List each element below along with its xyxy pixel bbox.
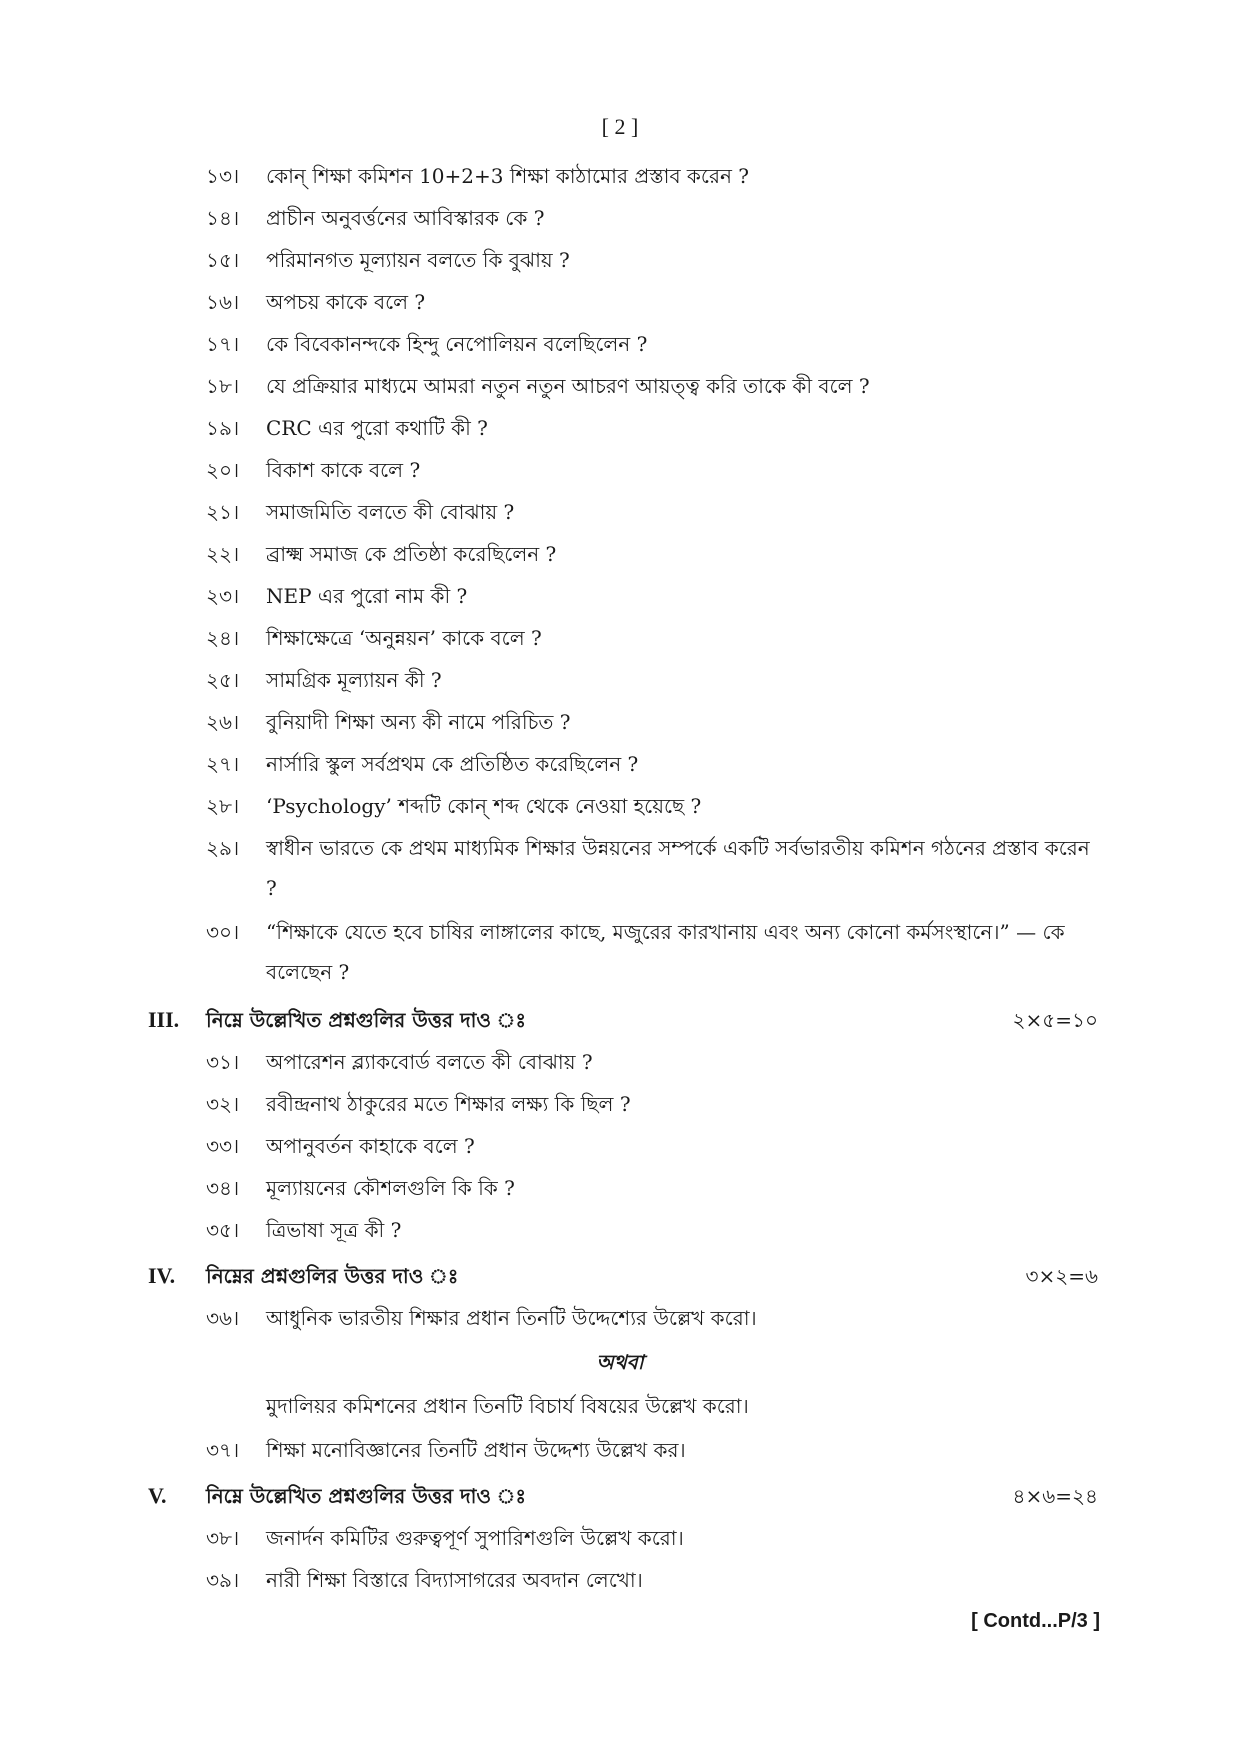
- question-number: ৩১।: [206, 1050, 240, 1074]
- question-text: নার্সারি স্কুল সর্বপ্রথম কে প্রতিষ্ঠিত করেছিলেন ?: [266, 752, 639, 776]
- question-text: মূল্যায়নের কৌশলগুলি কি কি ?: [266, 1176, 515, 1200]
- question-32: [206, 1084, 1106, 1124]
- question-34: [206, 1168, 1106, 1208]
- question-number: ২৫।: [206, 668, 240, 692]
- question-number: ৩৪।: [206, 1176, 240, 1200]
- question-number: ২৩।: [206, 584, 240, 608]
- page-number: [ 2 ]: [601, 114, 639, 139]
- question-text: প্রাচীন অনুবর্ত্তনের আবিস্কারক কে ?: [266, 206, 545, 230]
- question-15: [206, 240, 1106, 280]
- question-17: [206, 324, 1106, 364]
- question-text: জনার্দন কমিটির গুরুত্বপূর্ণ সুপারিশগুলি উল্লেখ করো।: [266, 1526, 684, 1550]
- section-title: নিম্নে উল্লেখিত প্রশ্নগুলির উত্তর দাও ঃ: [206, 1484, 527, 1508]
- question-number: ২৬।: [206, 710, 240, 734]
- question-20: [206, 450, 1106, 490]
- question-number: ৩৯।: [206, 1568, 240, 1592]
- section-marks: ২×৫=১০: [1012, 1008, 1098, 1032]
- question-number: ১৯।: [206, 416, 240, 440]
- question-text: আধুনিক ভারতীয় শিক্ষার প্রধান তিনটি উদ্দেশ্যের উল্লেখ করো।: [266, 1306, 757, 1330]
- section-title: নিম্নের প্রশ্নগুলির উত্তর দাও ঃ: [206, 1264, 459, 1288]
- question-27: [206, 744, 1106, 784]
- question-number: ৩০।: [206, 920, 240, 944]
- question-number: ১৮।: [206, 374, 240, 398]
- question-14: [206, 198, 1106, 238]
- question-number: ৩৮।: [206, 1526, 240, 1550]
- question-23: [206, 576, 1106, 616]
- question-33: [206, 1126, 1106, 1166]
- question-number: ৩৬।: [206, 1306, 240, 1330]
- question-number: ১৩।: [206, 164, 240, 188]
- section-marks: ৩×২=৬: [1025, 1264, 1098, 1288]
- question-31: [206, 1042, 1106, 1082]
- question-text: বুনিয়াদী শিক্ষা অন্য কী নামে পরিচিত ?: [266, 710, 571, 734]
- question-text: স্বাধীন ভারতে কে প্রথম মাধ্যমিক শিক্ষার উন্নয়নের সম্পর্কে একটি সর্বভারতীয় কমিশন গঠনের প্রস্তাব করেন ?: [266, 836, 1090, 900]
- question-16: [206, 282, 1106, 322]
- section-marks: ৪×৬=২৪: [1012, 1484, 1098, 1508]
- question-text: সমাজমিতি বলতে কী বোঝায় ?: [266, 500, 515, 524]
- question-text: সামগ্রিক মূল্যায়ন কী ?: [266, 668, 442, 692]
- question-26: [206, 702, 1106, 742]
- question-13: [206, 156, 1106, 196]
- question-22: [206, 534, 1106, 574]
- question-text: ত্রিভাষা সূত্র কী ?: [266, 1218, 402, 1242]
- question-24: [206, 618, 1106, 658]
- question-number: ২২।: [206, 542, 240, 566]
- question-text: অপচয় কাকে বলে ?: [266, 290, 426, 314]
- question-number: ১৪।: [206, 206, 240, 230]
- question-text: CRC এর পুরো কথাটি কী ?: [266, 416, 488, 440]
- or-label: অথবা: [596, 1350, 644, 1374]
- question-number: ১৬।: [206, 290, 240, 314]
- question-text: অপানুবর্তন কাহাকে বলে ?: [266, 1134, 475, 1158]
- question-text: NEP এর পুরো নাম কী ?: [266, 584, 468, 608]
- question-text: অপারেশন ব্ল্যাকবোর্ড বলতে কী বোঝায় ?: [266, 1050, 593, 1074]
- question-36-alternative: মুদালিয়র কমিশনের প্রধান তিনটি বিচার্য বিষয়ের উল্লেখ করো।: [266, 1394, 749, 1418]
- section-number: IV.: [148, 1263, 176, 1288]
- question-text: শিক্ষা মনোবিজ্ঞানের তিনটি প্রধান উদ্দেশ্য উল্লেখ কর।: [266, 1438, 686, 1462]
- question-number: ২৮।: [206, 794, 240, 818]
- section-title: নিম্নে উল্লেখিত প্রশ্নগুলির উত্তর দাও ঃ: [206, 1008, 527, 1032]
- continued-footer: [ Contd...P/3 ]: [971, 1610, 1100, 1632]
- question-37: [206, 1430, 1106, 1470]
- question-text: ‘Psychology’ শব্দটি কোন্ শব্দ থেকে নেওয়া হয়েছে ?: [266, 794, 702, 818]
- question-number: ৩৭।: [206, 1438, 240, 1462]
- question-39: [206, 1560, 1106, 1600]
- question-number: ১৫।: [206, 248, 240, 272]
- question-text: ব্রাক্ষ্ম সমাজ কে প্রতিষ্ঠা করেছিলেন ?: [266, 542, 557, 566]
- question-18: [206, 366, 1106, 406]
- question-text: রবীন্দ্রনাথ ঠাকুরের মতে শিক্ষার লক্ষ্য কি ছিল ?: [266, 1092, 631, 1116]
- question-number: ৩২।: [206, 1092, 240, 1116]
- question-text: শিক্ষাক্ষেত্রে ‘অনুন্নয়ন’ কাকে বলে ?: [266, 626, 542, 650]
- section-number: V.: [148, 1483, 167, 1508]
- question-number: ৩৫।: [206, 1218, 240, 1242]
- question-28: [206, 786, 1106, 826]
- question-number: ২০।: [206, 458, 240, 482]
- question-35: [206, 1210, 1106, 1250]
- question-text: কে বিবেকানন্দকে হিন্দু নেপোলিয়ন বলেছিলেন ?: [266, 332, 648, 356]
- question-number: ২৭।: [206, 752, 240, 776]
- question-text: যে প্রক্রিয়ার মাধ্যমে আমরা নতুন নতুন আচরণ আয়ত্ত্ব করি তাকে কী বলে ?: [266, 374, 870, 398]
- question-text: কোন্ শিক্ষা কমিশন 10+2+3 শিক্ষা কাঠামোর প্রস্তাব করেন ?: [266, 164, 749, 188]
- question-30: [206, 912, 1106, 992]
- question-text: “শিক্ষাকে যেতে হবে চাষির লাঙ্গালের কাছে, মজুরের কারখানায় এবং অন্য কোনো কর্মসংস্থানে।” — কে বলেছেন ?: [266, 920, 1065, 984]
- question-number: ৩৩।: [206, 1134, 240, 1158]
- question-number: ১৭।: [206, 332, 240, 356]
- question-number: ২৪।: [206, 626, 240, 650]
- question-29: [206, 828, 1106, 908]
- question-text: বিকাশ কাকে বলে ?: [266, 458, 421, 482]
- question-number: ২৯।: [206, 836, 240, 860]
- question-36: [206, 1298, 1106, 1338]
- question-number: ২১।: [206, 500, 240, 524]
- question-text: নারী শিক্ষা বিস্তারে বিদ্যাসাগরের অবদান লেখো।: [266, 1568, 643, 1592]
- question-21: [206, 492, 1106, 532]
- question-19: [206, 408, 1106, 448]
- question-38: [206, 1518, 1106, 1558]
- question-25: [206, 660, 1106, 700]
- question-text: পরিমানগত মূল্যায়ন বলতে কি বুঝায় ?: [266, 248, 570, 272]
- section-number: III.: [148, 1007, 180, 1032]
